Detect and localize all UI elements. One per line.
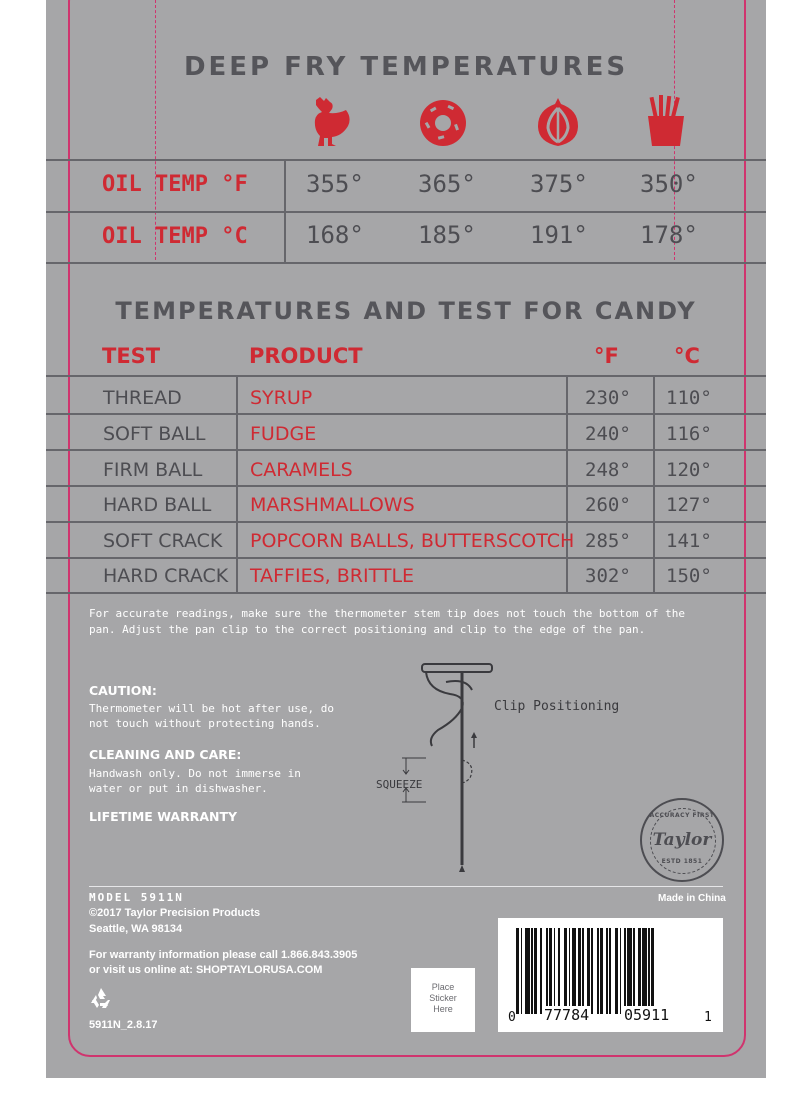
barcode-bar [540,928,542,1014]
candy-f: 302° [585,565,631,587]
sticker-box [411,968,475,1032]
barcode-bar [554,928,556,1014]
barcode-bar [572,928,577,1014]
barcode-bar [627,928,632,1014]
barcode-bars [516,928,706,1014]
candy-f: 285° [585,530,631,552]
barcode-digit-right: 1 [704,1010,712,1025]
barcode-digit-left: 0 [508,1010,516,1025]
packaging-panel [46,0,766,1078]
candy-rule [46,413,766,415]
deep-fry-rule-bottom [46,262,766,264]
thermometer-diagram [366,660,496,880]
deep-fry-rule-top [46,159,766,161]
barcode-bar [569,928,571,1014]
candy-test: HARD CRACK [103,565,229,587]
candy-c: 127° [666,494,712,516]
oil-temp-c-value: 178° [640,221,698,249]
barcode-bar [549,928,552,1014]
oil-temp-f-value: 355° [306,170,364,198]
barcode-bar [525,928,530,1014]
candy-test: HARD BALL [103,494,212,516]
made-in: Made in China [658,893,726,904]
onion-icon [534,96,582,148]
model-number: MODEL 5911N [89,891,184,904]
oil-temp-c-value: 191° [530,221,588,249]
barcode-bar [597,928,599,1014]
candy-header-f: °F [594,344,619,368]
candy-product: MARSHMALLOWS [250,494,415,516]
barcode-bar [624,928,626,1014]
barcode-bar [578,928,581,1014]
candy-rule [46,592,766,594]
address: Seattle, WA 98134 [89,923,183,935]
sticker-text: Sticker [429,993,457,1003]
oil-temp-c-value: 185° [418,221,476,249]
candy-c: 110° [666,387,712,409]
candy-c: 141° [666,530,712,552]
seal-bottom-text: ESTD 1851 [661,858,703,865]
candy-f: 240° [585,423,631,445]
seal-top-text: ACCURACY FIRST [649,812,715,819]
fries-icon [644,94,688,148]
barcode-bar [633,928,635,1014]
barcode-bar [558,928,560,1014]
candy-c: 150° [666,565,712,587]
caution-text: Thermometer will be hot after use, do [89,702,335,715]
sticker-text: Place [431,982,455,992]
instructions-line: For accurate readings, make sure the thermometer stem tip does not touch the bottom of the [89,607,686,620]
candy-f: 260° [585,494,631,516]
candy-product: TAFFIES, BRITTLE [250,565,415,587]
candy-header-product: PRODUCT [249,344,363,368]
seal-brand: Taylor [652,830,712,850]
candy-rule [46,375,766,377]
barcode-bar [609,928,611,1014]
dashed-guide-left [155,0,156,260]
barcode-bar [531,928,533,1014]
candy-product: POPCORN BALLS, BUTTERSCOTCH [250,530,575,552]
candy-test: SOFT CRACK [103,530,223,552]
version-code: 5911N_2.8.17 [89,1019,158,1031]
barcode-bar [521,928,523,1014]
candy-product: SYRUP [250,387,313,409]
candy-title: TEMPERATURES AND TEST FOR CANDY [115,297,697,325]
warranty-title: LIFETIME WARRANTY [89,809,238,824]
clip-positioning-label: Clip Positioning [494,699,620,714]
recycle-icon [88,986,114,1010]
barcode-digits-group1: 77784 [544,1006,590,1024]
oil-temp-f-value: 365° [418,170,476,198]
candy-rule [46,485,766,487]
barcode-bar [651,928,654,1014]
candy-divider [566,375,568,594]
caution-title: CAUTION: [89,683,157,698]
candy-f: 248° [585,459,631,481]
barcode-bar [591,928,593,1014]
footer-rule [89,886,723,887]
candy-rule [46,521,766,523]
oil-temp-f-value: 350° [640,170,698,198]
warranty-info: For warranty information please call 1.866.843.3905 [89,949,358,961]
barcode-digits-group2: 05911 [624,1006,670,1024]
candy-f: 230° [585,387,631,409]
warranty-info: or visit us online at: SHOPTAYLORUSA.COM [89,964,323,976]
candy-c: 116° [666,423,712,445]
donut-icon [418,98,468,148]
squeeze-label: SQUEEZE [376,778,423,791]
oil-temp-f-label: OIL TEMP °F [102,172,248,197]
candy-c: 120° [666,459,712,481]
oil-temp-f-value: 375° [530,170,588,198]
barcode-box [498,918,723,1032]
candy-test: SOFT BALL [103,423,206,445]
barcode-bar [615,928,618,1014]
candy-divider [236,375,238,594]
barcode-bar [564,928,567,1014]
barcode-bar [642,928,647,1014]
barcode-bar [587,928,590,1014]
deep-fry-divider [284,159,286,264]
cleaning-text: water or put in dishwasher. [89,782,268,795]
candy-test: FIRM BALL [103,459,203,481]
deep-fry-rule-mid [46,211,766,213]
instructions-line: pan. Adjust the pan clip to the correct positioning and clip to the edge of the pan. [89,623,646,636]
chicken-icon [308,96,354,148]
candy-header-test: TEST [102,344,161,368]
barcode-bar [648,928,650,1014]
barcode-bar [606,928,608,1014]
candy-rule [46,557,766,559]
oil-temp-c-label: OIL TEMP °C [102,224,248,249]
barcode-bar [534,928,537,1014]
barcode-bar [638,928,641,1014]
candy-rule [46,449,766,451]
candy-product: FUDGE [250,423,317,445]
copyright: ©2017 Taylor Precision Products [89,907,261,919]
cleaning-title: CLEANING AND CARE: [89,747,242,762]
candy-product: CARAMELS [250,459,353,481]
cleaning-text: Handwash only. Do not immerse in [89,767,301,780]
sticker-text: Here [433,1004,453,1014]
barcode-bar [600,928,603,1014]
candy-test: THREAD [103,387,182,409]
taylor-seal [640,798,724,882]
caution-text: not touch without protecting hands. [89,717,321,730]
barcode-bar [516,928,519,1014]
barcode-bar [546,928,548,1014]
barcode-bar [582,928,584,1014]
barcode-bar [620,928,622,1014]
deep-fry-title: DEEP FRY TEMPERATURES [183,52,629,82]
candy-divider [653,375,655,594]
candy-header-c: °C [674,344,700,368]
oil-temp-c-value: 168° [306,221,364,249]
